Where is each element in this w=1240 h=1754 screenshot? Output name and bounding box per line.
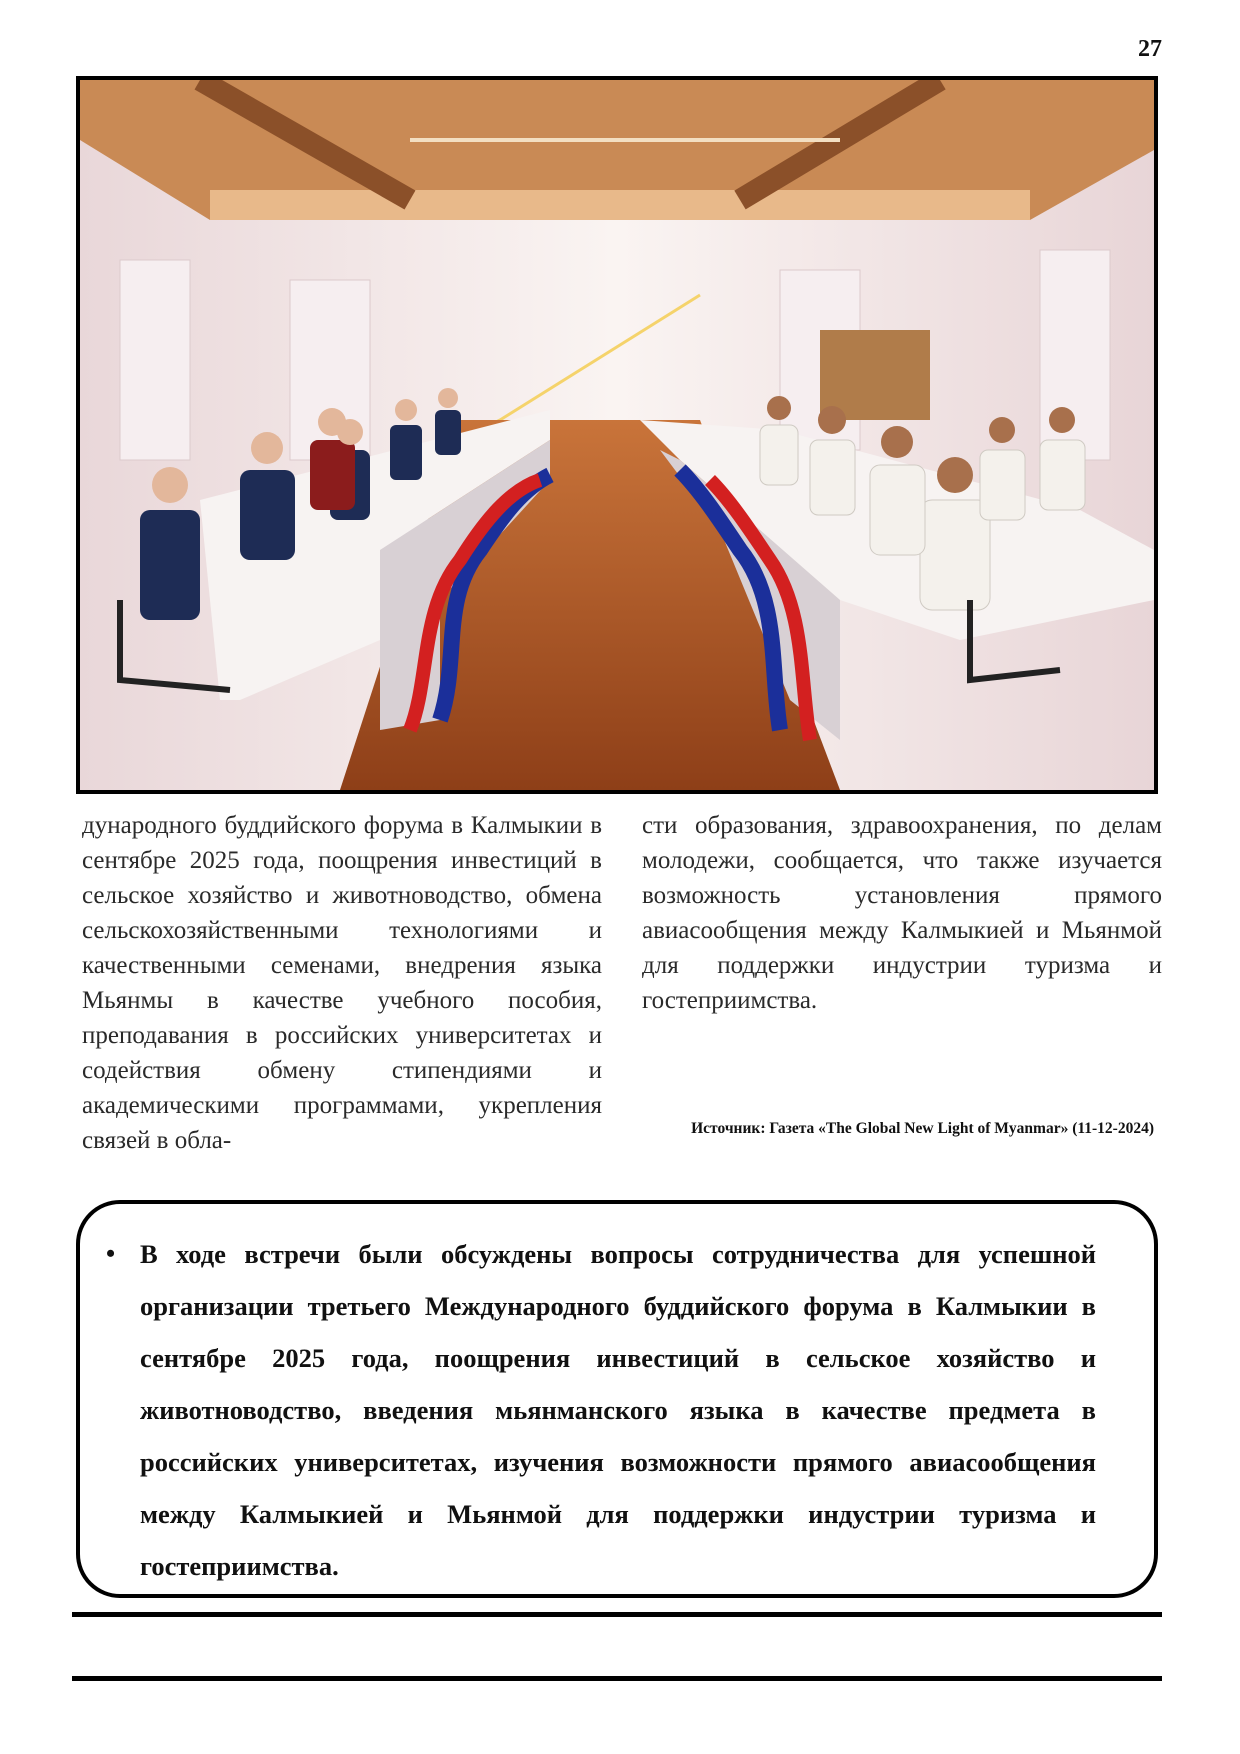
meeting-photo-illustration <box>80 80 1154 790</box>
article-right-column: сти образования, здравоохранения, по делам молодежи, сообщается, что также изучается возможность установления прямого авиасообщения между Калмыкией и Мьянмой для поддержки индустрии туризма и гостеприимства. <box>642 812 1162 1014</box>
bullet-icon: • <box>106 1239 116 1268</box>
summary-list <box>80 1204 1154 1592</box>
summary-text: В ходе встречи были обсуждены вопросы сотрудничества для успешной организации третьего Международного буддийского форума в Калмыкии в сентябре 2025 года, поощрения инвестиций в сельское хозяйство и животноводство, введения мьянманского языка в качестве предмета в российских университетах, изучения возможности прямого авиасообщения между Калмыкией и Мьянмой для поддержки индустрии туризма и гостеприимства. <box>140 1239 1096 1581</box>
summary-callout <box>76 1200 1158 1598</box>
source-citation: Источник: Газета «The Global New Light of Myanmar» (11-12-2024) <box>691 1120 1154 1137</box>
article-left-column: дународного буддийского форума в Калмыкии в сентябре 2025 года, поощрения инвестиций в сельское хозяйство и животноводство, обмена сельскохозяйственными технологиями и качественными семенами, внедрения языка Мьянмы в качестве учебного пособия, преподавания в российских университетах и содействия обмену стипендиями и академическими программами, укрепления связей в обла- <box>82 812 602 1154</box>
meeting-photo <box>76 76 1158 794</box>
divider-rule-bottom <box>72 1676 1162 1681</box>
summary-item <box>106 1228 1096 1592</box>
page-number: 27 <box>1138 36 1162 62</box>
divider-rule-top <box>72 1612 1162 1617</box>
